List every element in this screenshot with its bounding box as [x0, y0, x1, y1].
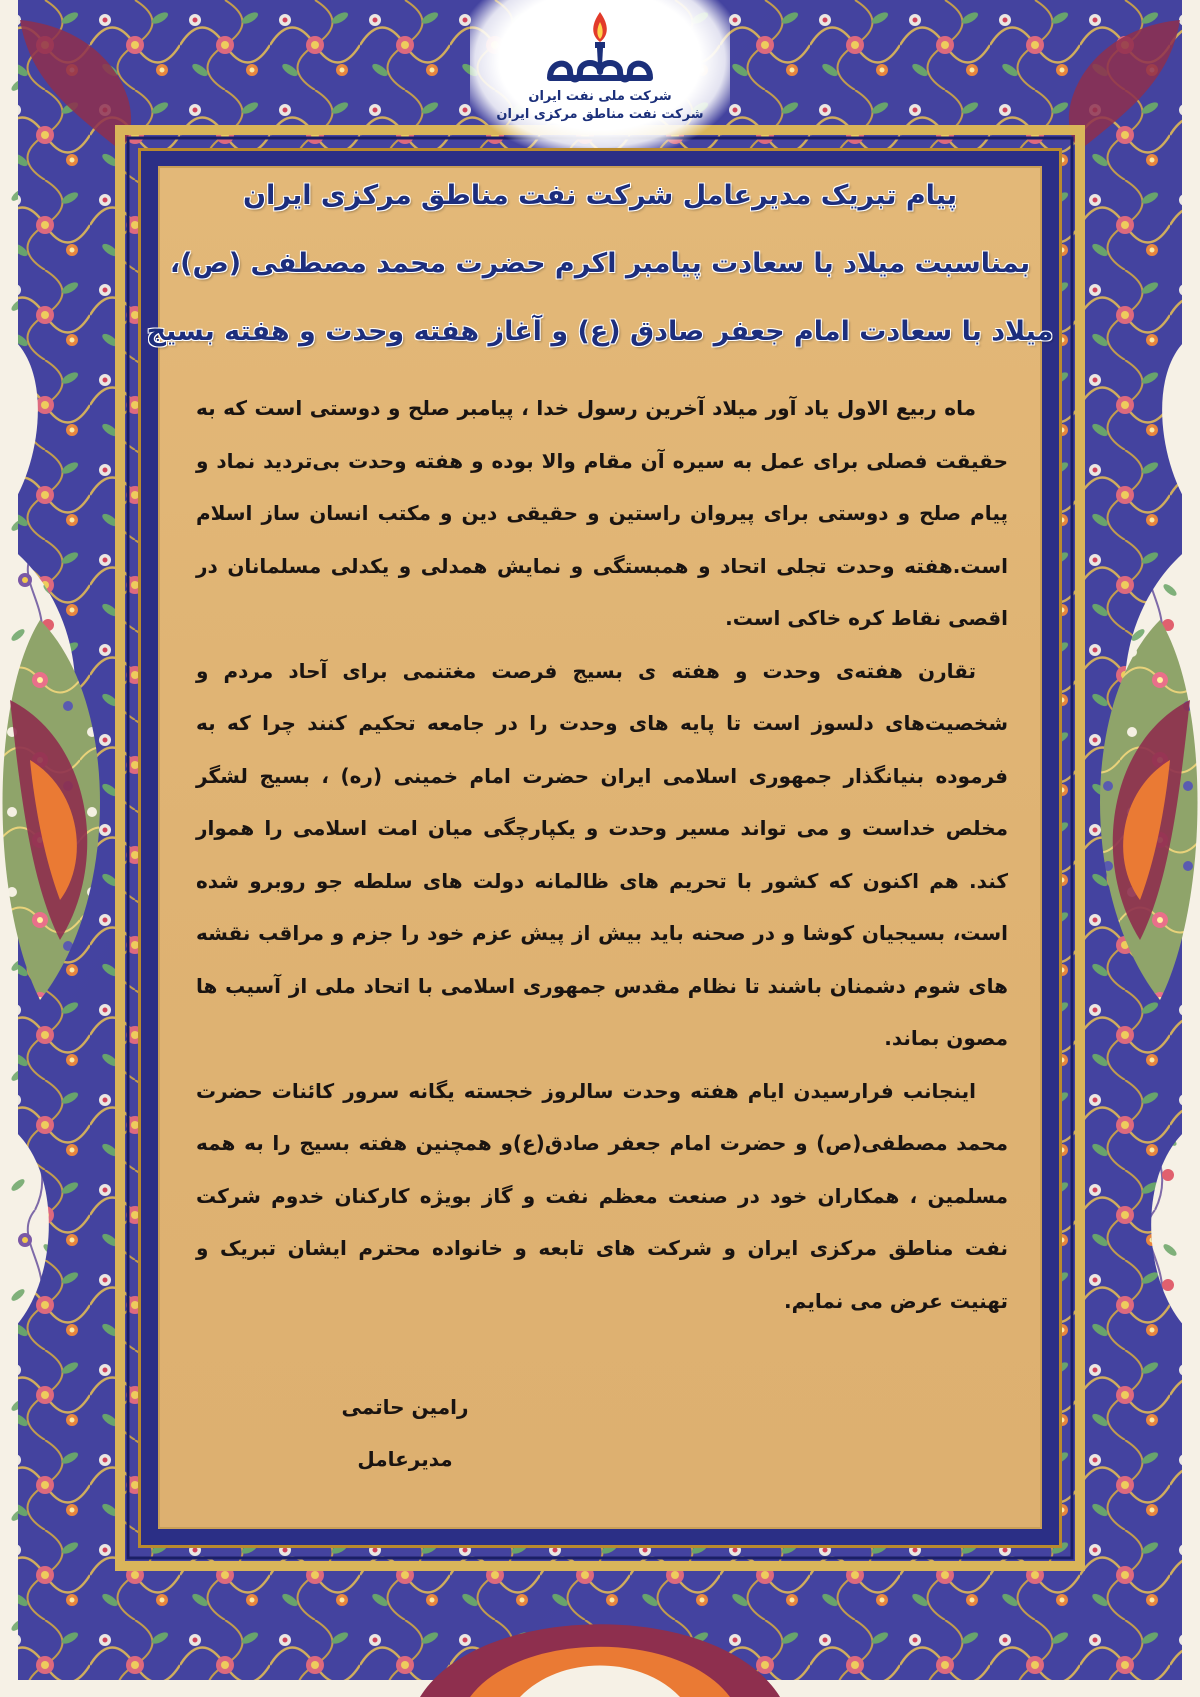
logo-line-1: شرکت ملی نفت ایران [528, 89, 672, 104]
headline-line-3: میلاد با سعادت امام جعفر صادق (ع) و آغاز هفته وحدت و هفته بسیج [146, 316, 1054, 347]
paragraph-3: اینجانب فرارسیدن ایام هفته وحدت سالروز خجسته یگانه سرور کائنات حضرت محمد مصطفی(ص) و حضرت امام جعفر صادق(ع)و همچنین هفته بسیج را به همه مسلمین ، همکاران خود در صنعت معظم نفت و گاز بویژه کارکنان خدوم شرکت نفت مناطق مرکزی ایران و شرکت های تابعه و خانواده محترم ایشان تبریک و تهنیت عرض می نمایم. [196, 1078, 1008, 1313]
message-body [196, 382, 1008, 1327]
signature-name: رامین حاتمی [341, 1395, 469, 1419]
headline-line-1: پیام تبریک مدیرعامل شرکت نفت مناطق مرکزی ایران [243, 180, 957, 211]
signature-title: مدیرعامل [357, 1447, 453, 1471]
paragraph-1: ماه ربیع الاول یاد آور میلاد آخرین رسول خدا ، پیامبر صلح و دوستی است که به حقیقت فصلی برای عمل به سیره آن مقام والا بوده و هفته وحدت بی‌تردید نماد و پیام صلح و دوستی برای پیروان راستین و حقیقی دین و مکتب انسان ساز اسلام است.هفته وحدت تجلی اتحاد و همبستگی و نمایش همدلی و یکدلی مسلمانان در اقصی نقاط کره خاکی است. [196, 396, 1008, 630]
logo-line-2: شرکت نفت مناطق مرکزی ایران [496, 107, 704, 122]
headline-line-2: بمناسبت میلاد با سعادت پیامبر اکرم حضرت محمد مصطفی (ص)، [169, 248, 1031, 279]
company-logo-block [470, 0, 730, 150]
paragraph-2: تقارن هفته‌ی وحدت و هفته ی بسیج فرصت مغتنمی برای آحاد مردم و شخصیت‌های دلسوز است تا پایه های وحدت را در جامعه تحکیم کنند چرا که به فرموده بنیانگذار جمهوری اسلامی ایران حضرت امام خمینی (ره) ، بسیج لشگر مخلص خداست و می تواند مسیر وحدت و یکپارچگی میان امت اسلامی را هموار کند. هم اکنون که کشور با تحریم های ظالمانه دولت های سلطه جو روبرو شده است، بسیجیان کوشا و در صحنه باید بیش از پیش عزم خود را جزم و مراقب نقشه های شوم دشمنان باشند تا نظام مقدس جمهوری اسلامی با اتحاد ملی از آسیب ها مصون بماند. [196, 658, 1008, 1050]
nioc-logo-icon [540, 8, 660, 88]
